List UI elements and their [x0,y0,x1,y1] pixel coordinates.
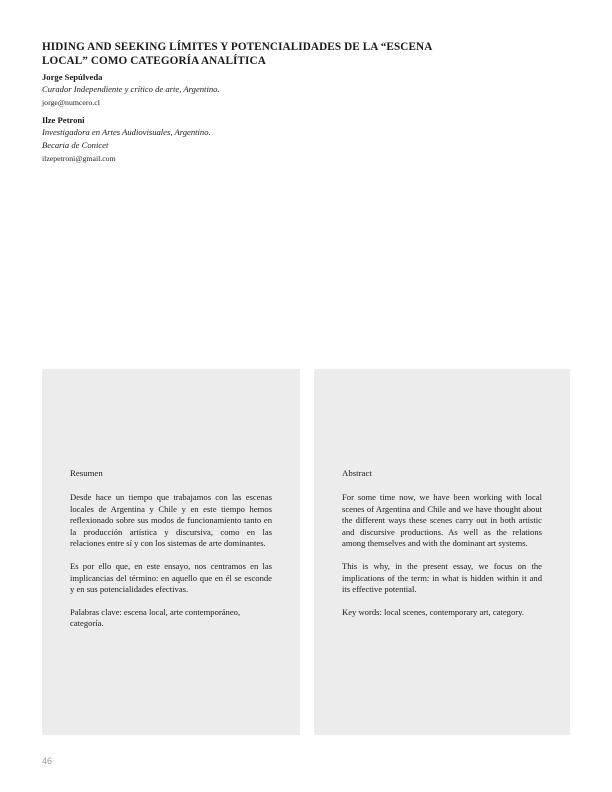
author-email[interactable]: jorge@numcero.cl [42,98,100,107]
abstract-heading: Abstract [342,468,372,478]
resumen-paragraph: Desde hace un tiempo que trabajamos con las escenas locales de Argentina y Chile y en este tiempo hemos reflexionado sobre sus modos de funcionamiento tanto en la producción artística y discursiva, como en las relaciones entre sí y con los sistemas de arte dominantes. [70,492,272,549]
author-name: Jorge Sepúlveda [42,72,103,82]
abstract-keywords: Key words: local scenes, contemporary art, category. [342,606,524,617]
page-number: 46 [42,756,53,766]
author-affiliation-2: Becaria de Conicet [42,140,109,150]
resumen-paragraph: Es por ello que, en este ensayo, nos centramos en las implicancias del término: en aquello que en él se esconde y en sus potencialidades efectivas. [70,560,272,595]
author-2 [42,114,372,165]
author-email[interactable]: ilzepetroni@gmail.com [42,154,116,163]
abstract-paragraph: For some time now, we have been working with local scenes of Argentina and Chile and we have thought about the different ways these scenes carry out in both artistic and discursive productions. As well as the relations among themselves and with the dominant art systems. [342,492,542,549]
author-affiliation: Curador Independiente y crítico de arte, Argentino. [42,84,220,94]
article-title: HIDING AND SEEKING LÍMITES Y POTENCIALIDADES DE LA “ESCENA LOCAL” COMO CATEGORÍA ANALÍTICA [42,41,432,67]
abstract-panel [314,369,570,735]
author-1 [42,71,372,109]
resumen-panel [42,369,300,735]
abstract-paragraph: This is why, in the present essay, we focus on the implications of the term: in what is hidden within it and its effective potential. [342,560,542,595]
author-affiliation: Investigadora en Artes Audiovisuales, Argentino. [42,127,211,137]
resumen-keywords: Palabras clave: escena local, arte contemporáneo, categoría. [70,606,241,629]
resumen-heading: Resumen [70,468,103,478]
author-name: Ilze Petroni [42,115,85,125]
